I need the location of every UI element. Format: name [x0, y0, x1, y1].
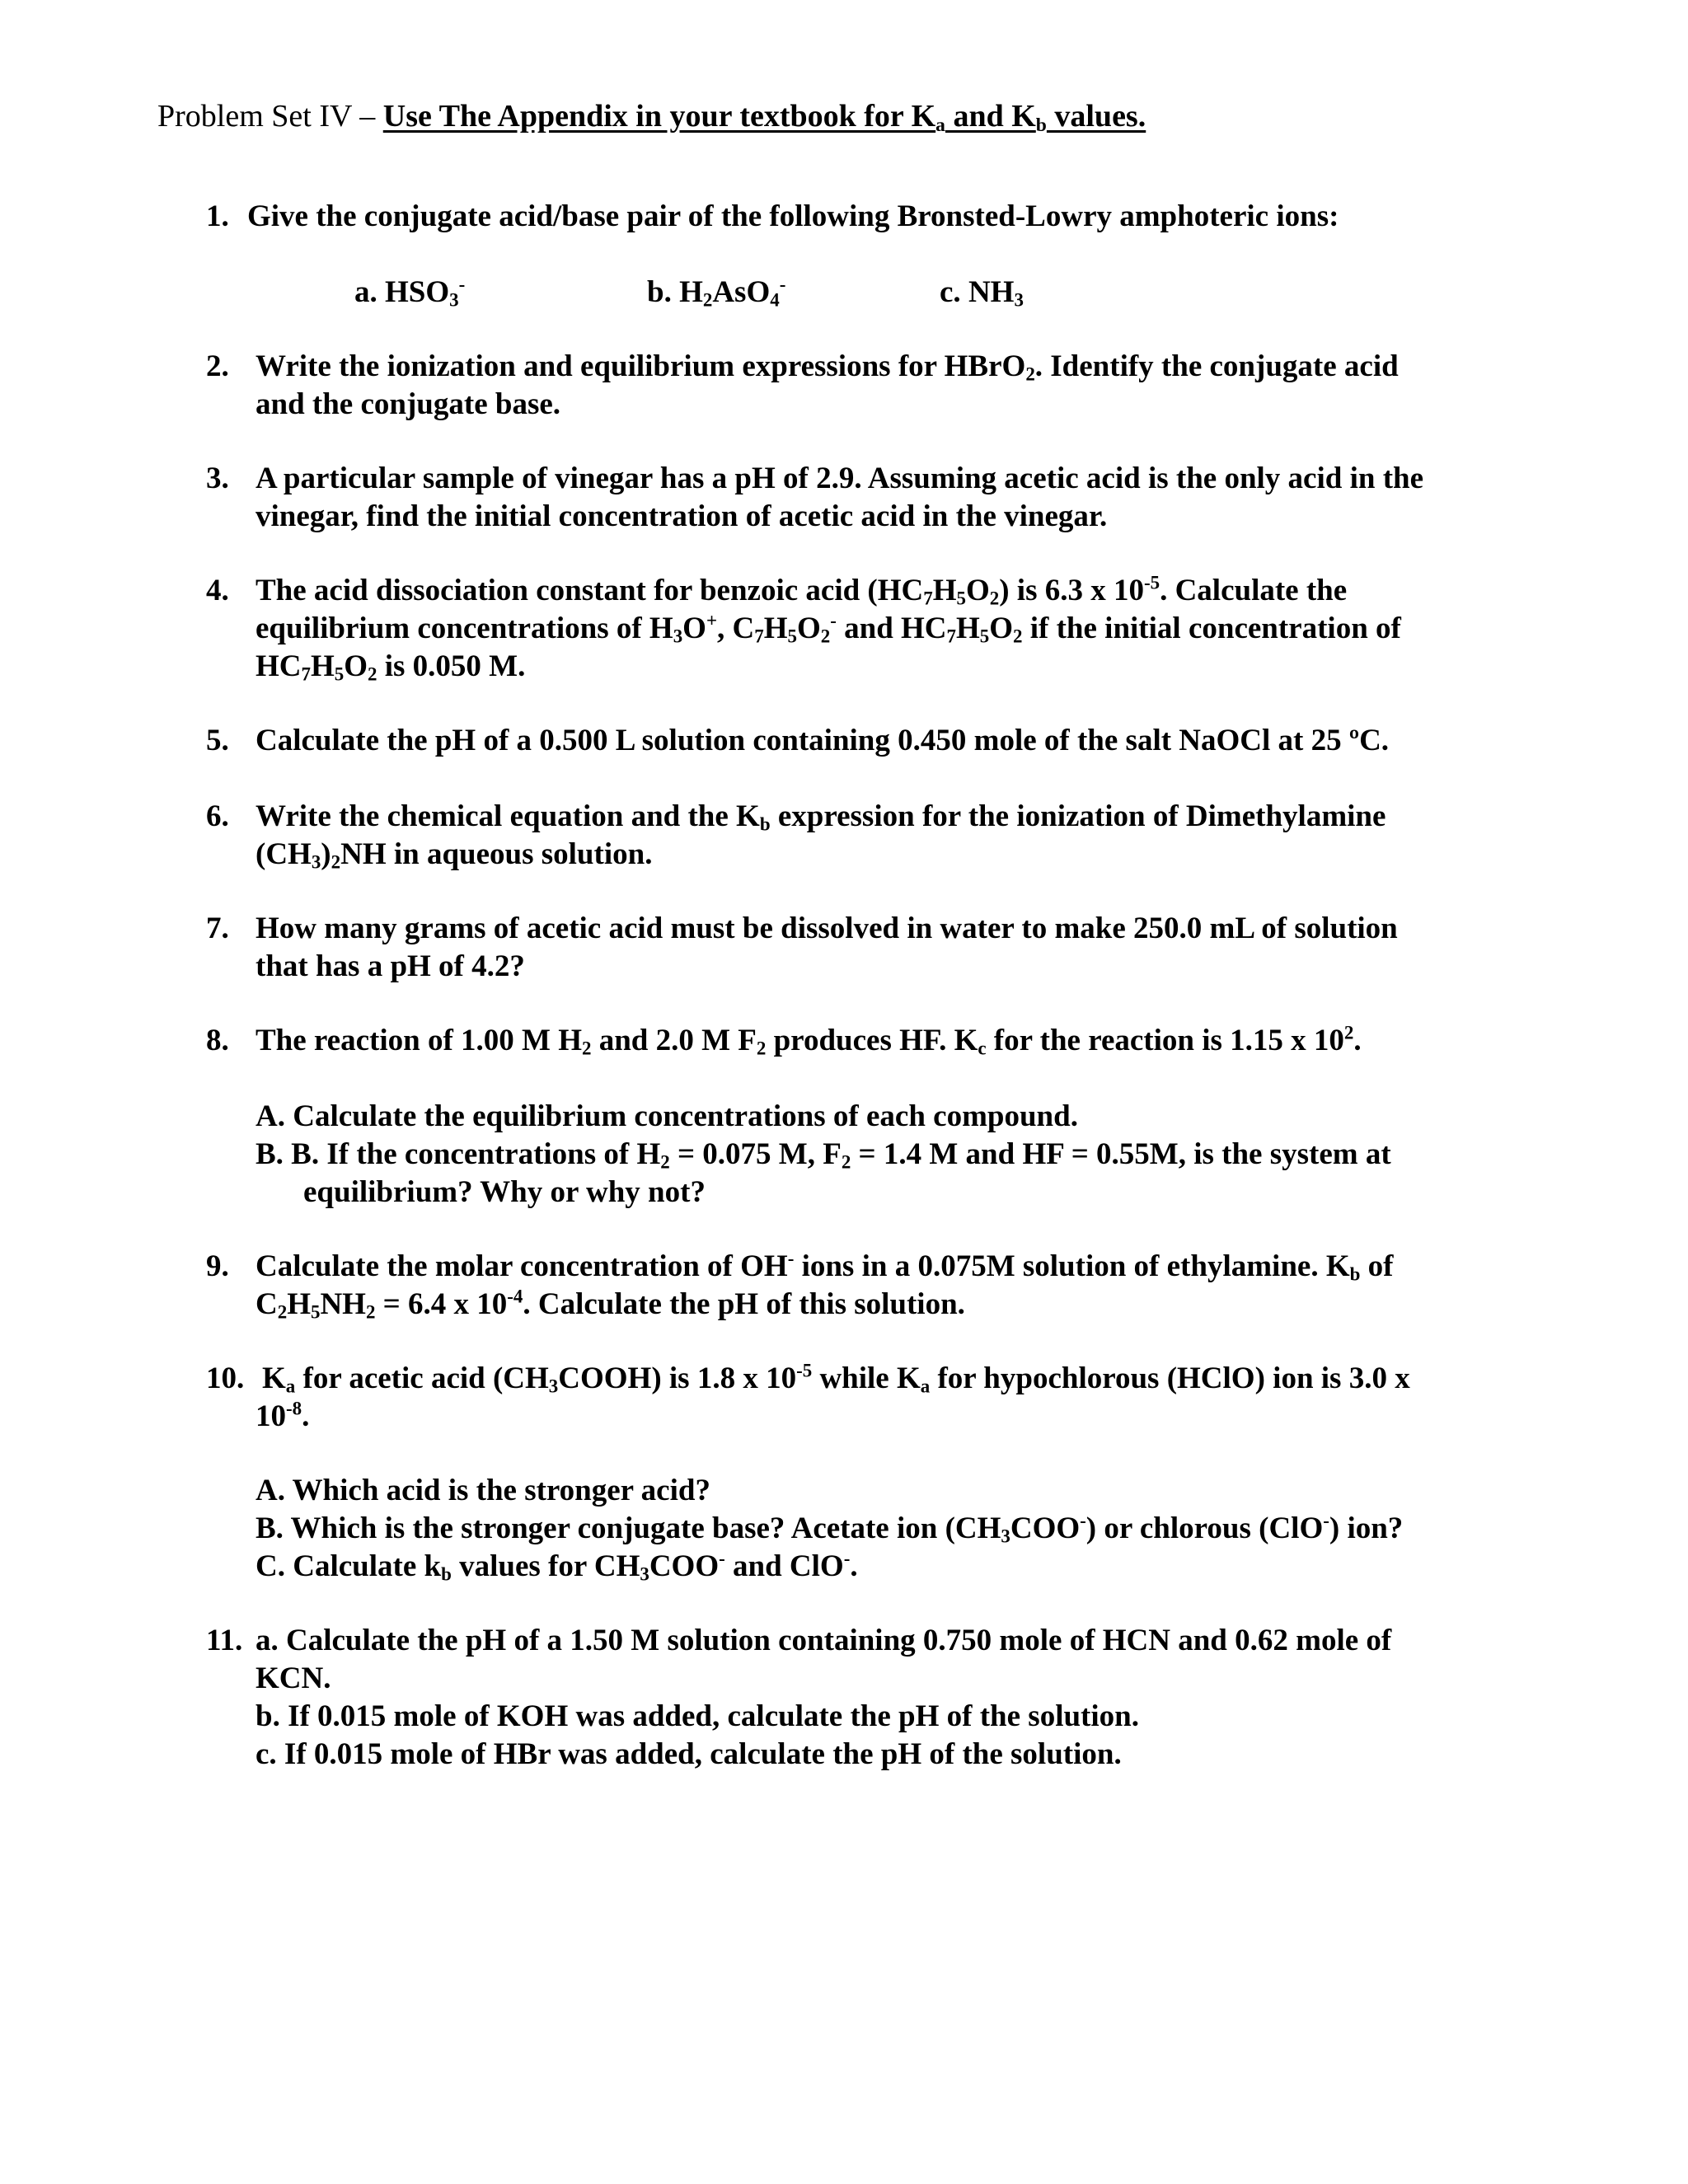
question-10-line-1: $K_a$ for acetic acid $(CH_3COOH)$ is 1.8 x $10^{-5}$ while $K_a$ for hypochlorous (HClO) ion is 3.0 x — [262, 1360, 1410, 1397]
question-11-part-b: b. If 0.015 mole of KOH was added, calculate the pH of the solution. — [256, 1699, 1139, 1733]
question-8-part-a: A. Calculate the equilibrium concentrations of each compound. — [256, 1099, 1078, 1133]
question-10-line-2: $10^{-8}$. — [256, 1398, 310, 1433]
question-4-line-2: equilibrium concentrations of $H_3O^+$, $C_7H_5O_2^-$ and $HC_7H_5O_2$ if the initial concentration of — [256, 610, 1401, 647]
question-4-line-1: The acid dissociation constant for benzoic acid $(HC_7H_5O_2)$ is 6.3 x $10^{-5}$. Calculate the — [256, 572, 1348, 609]
question-9-line-2: $C_2H_5NH_2 = 6.4$ x $10^{-4}$. Calculate the pH of this solution. — [256, 1286, 965, 1323]
question-number-11: 11. — [206, 1624, 243, 1657]
question-10-part-a: A. Which acid is the stronger acid? — [256, 1474, 710, 1507]
page-title — [157, 97, 1146, 135]
question-number-7: 7. — [206, 912, 229, 945]
question-7-line-1: How many grams of acetic acid must be dissolved in water to make 250.0 mL of solution — [256, 912, 1398, 945]
question-3-line-1: A particular sample of vinegar has a pH of 2.9. Assuming acetic acid is the only acid in the — [256, 462, 1424, 495]
question-number-1: 1. — [206, 199, 229, 233]
title-underlined: Use The Appendix in your textbook for $K_a$ and $K_b$ values. — [382, 99, 1146, 136]
question-2-line-1: Write the ionization and equilibrium expressions for HBrO$_2$. Identify the conjugate acid — [256, 349, 1399, 385]
question-1-text: Give the conjugate acid/base pair of the following Bronsted-Lowry amphoteric ions: — [247, 199, 1339, 233]
question-6-line-1: Write the chemical equation and the $K_b$ expression for the ionization of Dimethylamine — [256, 799, 1386, 835]
question-11-part-a-line-1: a. Calculate the pH of a 1.50 M solution containing 0.750 mole of HCN and 0.62 mole of — [256, 1624, 1392, 1657]
question-6-line-2: $(CH_3)_2NH$ in aqueous solution. — [256, 837, 653, 873]
question-3-line-2: vinegar, find the initial concentration of acetic acid in the vinegar. — [256, 499, 1108, 533]
question-number-5: 5. — [206, 724, 229, 757]
question-4-line-3: $HC_7H_5O_2$ is 0.050 M. — [256, 649, 526, 685]
q1-option-a: a. $HSO_3^-$ — [354, 274, 466, 311]
question-number-9: 9. — [206, 1249, 229, 1283]
question-5-text: Calculate the pH of a 0.500 L solution containing 0.450 mole of the salt NaOCl at 25 ºC. — [256, 724, 1390, 757]
question-11-part-c: c. If 0.015 mole of HBr was added, calculate the pH of the solution. — [256, 1737, 1122, 1771]
question-10-part-b: B. Which is the stronger conjugate base? Acetate ion $(CH_3COO^-)$ or chlorous (ClO-) ion? — [256, 1510, 1404, 1547]
question-number-8: 8. — [206, 1024, 229, 1057]
question-10-part-c: C. Calculate $k_b$ values for $CH_3COO^-$ and ClO-. — [256, 1548, 858, 1585]
q1-option-b: b. $H_2AsO_4^-$ — [647, 274, 786, 311]
question-9-line-1: Calculate the molar concentration of OH- ions in a 0.075M solution of ethylamine. $K_b$ of — [256, 1248, 1394, 1285]
question-8-part-b-line-2: equilibrium? Why or why not? — [303, 1175, 706, 1209]
question-7-line-2: that has a pH of 4.2? — [256, 949, 525, 983]
question-8-part-b-line-1: B. B. If the concentrations of $H_2 = 0.075$ M, $F_2 = 1.4$ M and HF = 0.55M, is the system at — [256, 1137, 1391, 1173]
question-number-3: 3. — [206, 462, 229, 495]
question-8-line-1: The reaction of 1.00 M $H_2$ and 2.0 M $F_2$ produces HF. $K_c$ for the reaction is 1.15 x $10^2$. — [256, 1022, 1362, 1059]
question-11-part-a-line-2: KCN. — [256, 1661, 331, 1695]
question-2-line-2: and the conjugate base. — [256, 387, 561, 421]
title-prefix: Problem Set IV – — [157, 99, 383, 134]
question-number-4: 4. — [206, 574, 229, 607]
q1-option-c: c. $NH_3$ — [940, 275, 1024, 311]
question-number-10: 10. — [206, 1361, 245, 1395]
question-number-2: 2. — [206, 349, 229, 383]
question-number-6: 6. — [206, 799, 229, 833]
